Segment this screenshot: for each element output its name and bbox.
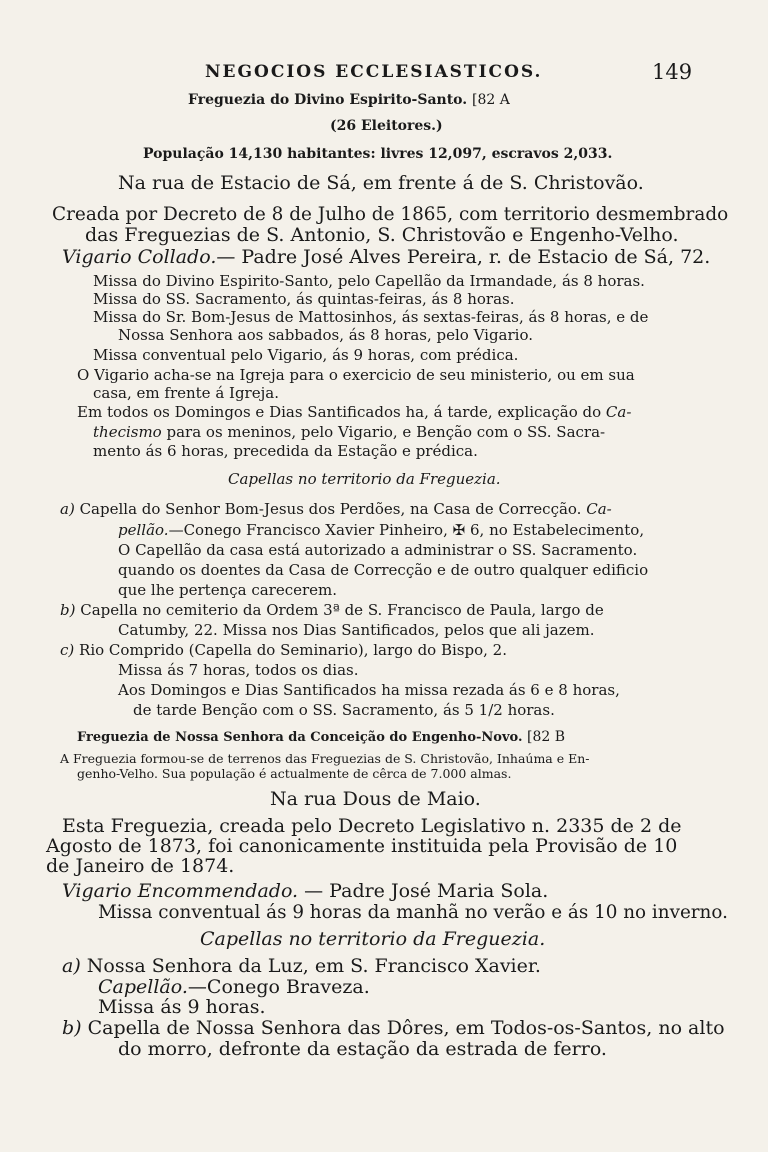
vicar-note: casa, em frente á Igreja. — [93, 384, 279, 402]
chapel-entry: quando os doentes da Casa de Correcção e de outro qualquer edificio — [118, 561, 649, 579]
chapel-entry: Missa ás 9 horas. — [98, 996, 266, 1018]
chapel-entry: Catumby, 22. Missa nos Dias Santificados, pelos que ali jazem. — [118, 621, 595, 639]
chapel-entry: Capellão.—Conego Braveza. — [98, 976, 370, 998]
parish-title: Freguezia de Nossa Senhora da Conceição do Engenho-Novo. [82 B — [77, 729, 566, 745]
parish-location: Na rua de Estacio de Sá, em frente á de S. Christovão. — [118, 172, 644, 194]
creation-line: de Janeiro de 1874. — [46, 855, 235, 877]
page-number: 149 — [652, 60, 693, 84]
creation-line: das Freguezias de S. Antonio, S. Christovão e Engenho-Velho. — [85, 224, 679, 246]
catechism-note: Em todos os Domingos e Dias Santificados ha, á tarde, explicação do Ca- — [77, 403, 632, 421]
mass-line: Missa conventual pelo Vigario, ás 9 horas, com prédica. — [93, 346, 519, 364]
chapel-entry: O Capellão da casa está autorizado a administrar o SS. Sacramento. — [118, 541, 638, 559]
catechism-note: thecismo para os meninos, pelo Vigario, e Benção com o SS. Sacra- — [93, 423, 606, 441]
running-header: NEGOCIOS ECCLESIASTICOS. — [205, 62, 543, 82]
mass-line: Missa conventual ás 9 horas da manhã no verão e ás 10 no inverno. — [98, 901, 728, 923]
parish-formation: A Freguezia formou-se de terrenos das Freguezias de S. Christovão, Inhaúma e En- — [60, 751, 590, 766]
parish-title: Freguezia do Divino Espirito-Santo. [82 A — [188, 92, 510, 108]
chapel-entry: b) Capella no cemiterio da Ordem 3ª de S. Francisco de Paula, largo de — [60, 601, 604, 619]
chapel-entry: a) Capella do Senhor Bom-Jesus dos Perdões, na Casa de Correcção. Ca- — [60, 500, 612, 518]
mass-line: Missa do Divino Espirito-Santo, pelo Capellão da Irmandade, ás 8 horas. — [93, 272, 645, 290]
catechism-note: mento ás 6 horas, precedida da Estação e prédica. — [93, 442, 478, 460]
mass-line: Nossa Senhora aos sabbados, ás 8 horas, pelo Vigario. — [118, 326, 533, 344]
creation-line: Creada por Decreto de 8 de Julho de 1865, com territorio desmembrado — [52, 203, 729, 225]
chapel-entry: que lhe pertença carecerem. — [118, 581, 338, 599]
electors: (26 Eleitores.) — [330, 118, 443, 134]
chapel-entry: pellão.—Conego Francisco Xavier Pinheiro, ✠ 6, no Estabelecimento, — [118, 521, 645, 539]
chapels-heading: Capellas no territorio da Freguezia. — [200, 928, 546, 950]
cross-icon: ✠ — [452, 521, 466, 539]
chapel-entry: do morro, defronte da estação da estrada de ferro. — [118, 1038, 607, 1060]
creation-line: Esta Freguezia, creada pelo Decreto Legislativo n. 2335 de 2 de — [62, 815, 682, 837]
chapel-entry: c) Rio Comprido (Capella do Seminario), largo do Bispo, 2. — [60, 641, 507, 659]
mass-line: Missa do Sr. Bom-Jesus de Mattosinhos, ás sextas-feiras, ás 8 horas, e de — [93, 308, 649, 326]
vicar-line: Vigario Encommendado. — Padre José Maria Sola. — [62, 880, 549, 902]
chapels-heading: Capellas no territorio da Freguezia. — [228, 470, 501, 488]
chapel-entry: Aos Domingos e Dias Santificados ha missa rezada ás 6 e 8 horas, — [118, 681, 620, 699]
population: População 14,130 habitantes: livres 12,097, escravos 2,033. — [143, 146, 613, 162]
vicar-note: O Vigario acha-se na Igreja para o exercicio de seu ministerio, ou em sua — [77, 366, 635, 384]
creation-line: Agosto de 1873, foi canonicamente instituida pela Provisão de 10 — [46, 835, 678, 857]
chapel-entry: Missa ás 7 horas, todos os dias. — [118, 661, 359, 679]
chapel-entry: de tarde Benção com o SS. Sacramento, ás 5 1/2 horas. — [133, 701, 555, 719]
vicar-line: Vigario Collado.— Padre José Alves Pereira, r. de Estacio de Sá, 72. — [62, 246, 711, 268]
mass-line: Missa do SS. Sacramento, ás quintas-feiras, ás 8 horas. — [93, 290, 515, 308]
parish-location: Na rua Dous de Maio. — [270, 788, 481, 810]
chapel-entry: a) Nossa Senhora da Luz, em S. Francisco Xavier. — [62, 955, 541, 977]
chapel-entry: b) Capella de Nossa Senhora das Dôres, em Todos-os-Santos, no alto — [62, 1017, 725, 1039]
parish-formation: genho-Velho. Sua população é actualmente de cêrca de 7.000 almas. — [77, 766, 512, 781]
